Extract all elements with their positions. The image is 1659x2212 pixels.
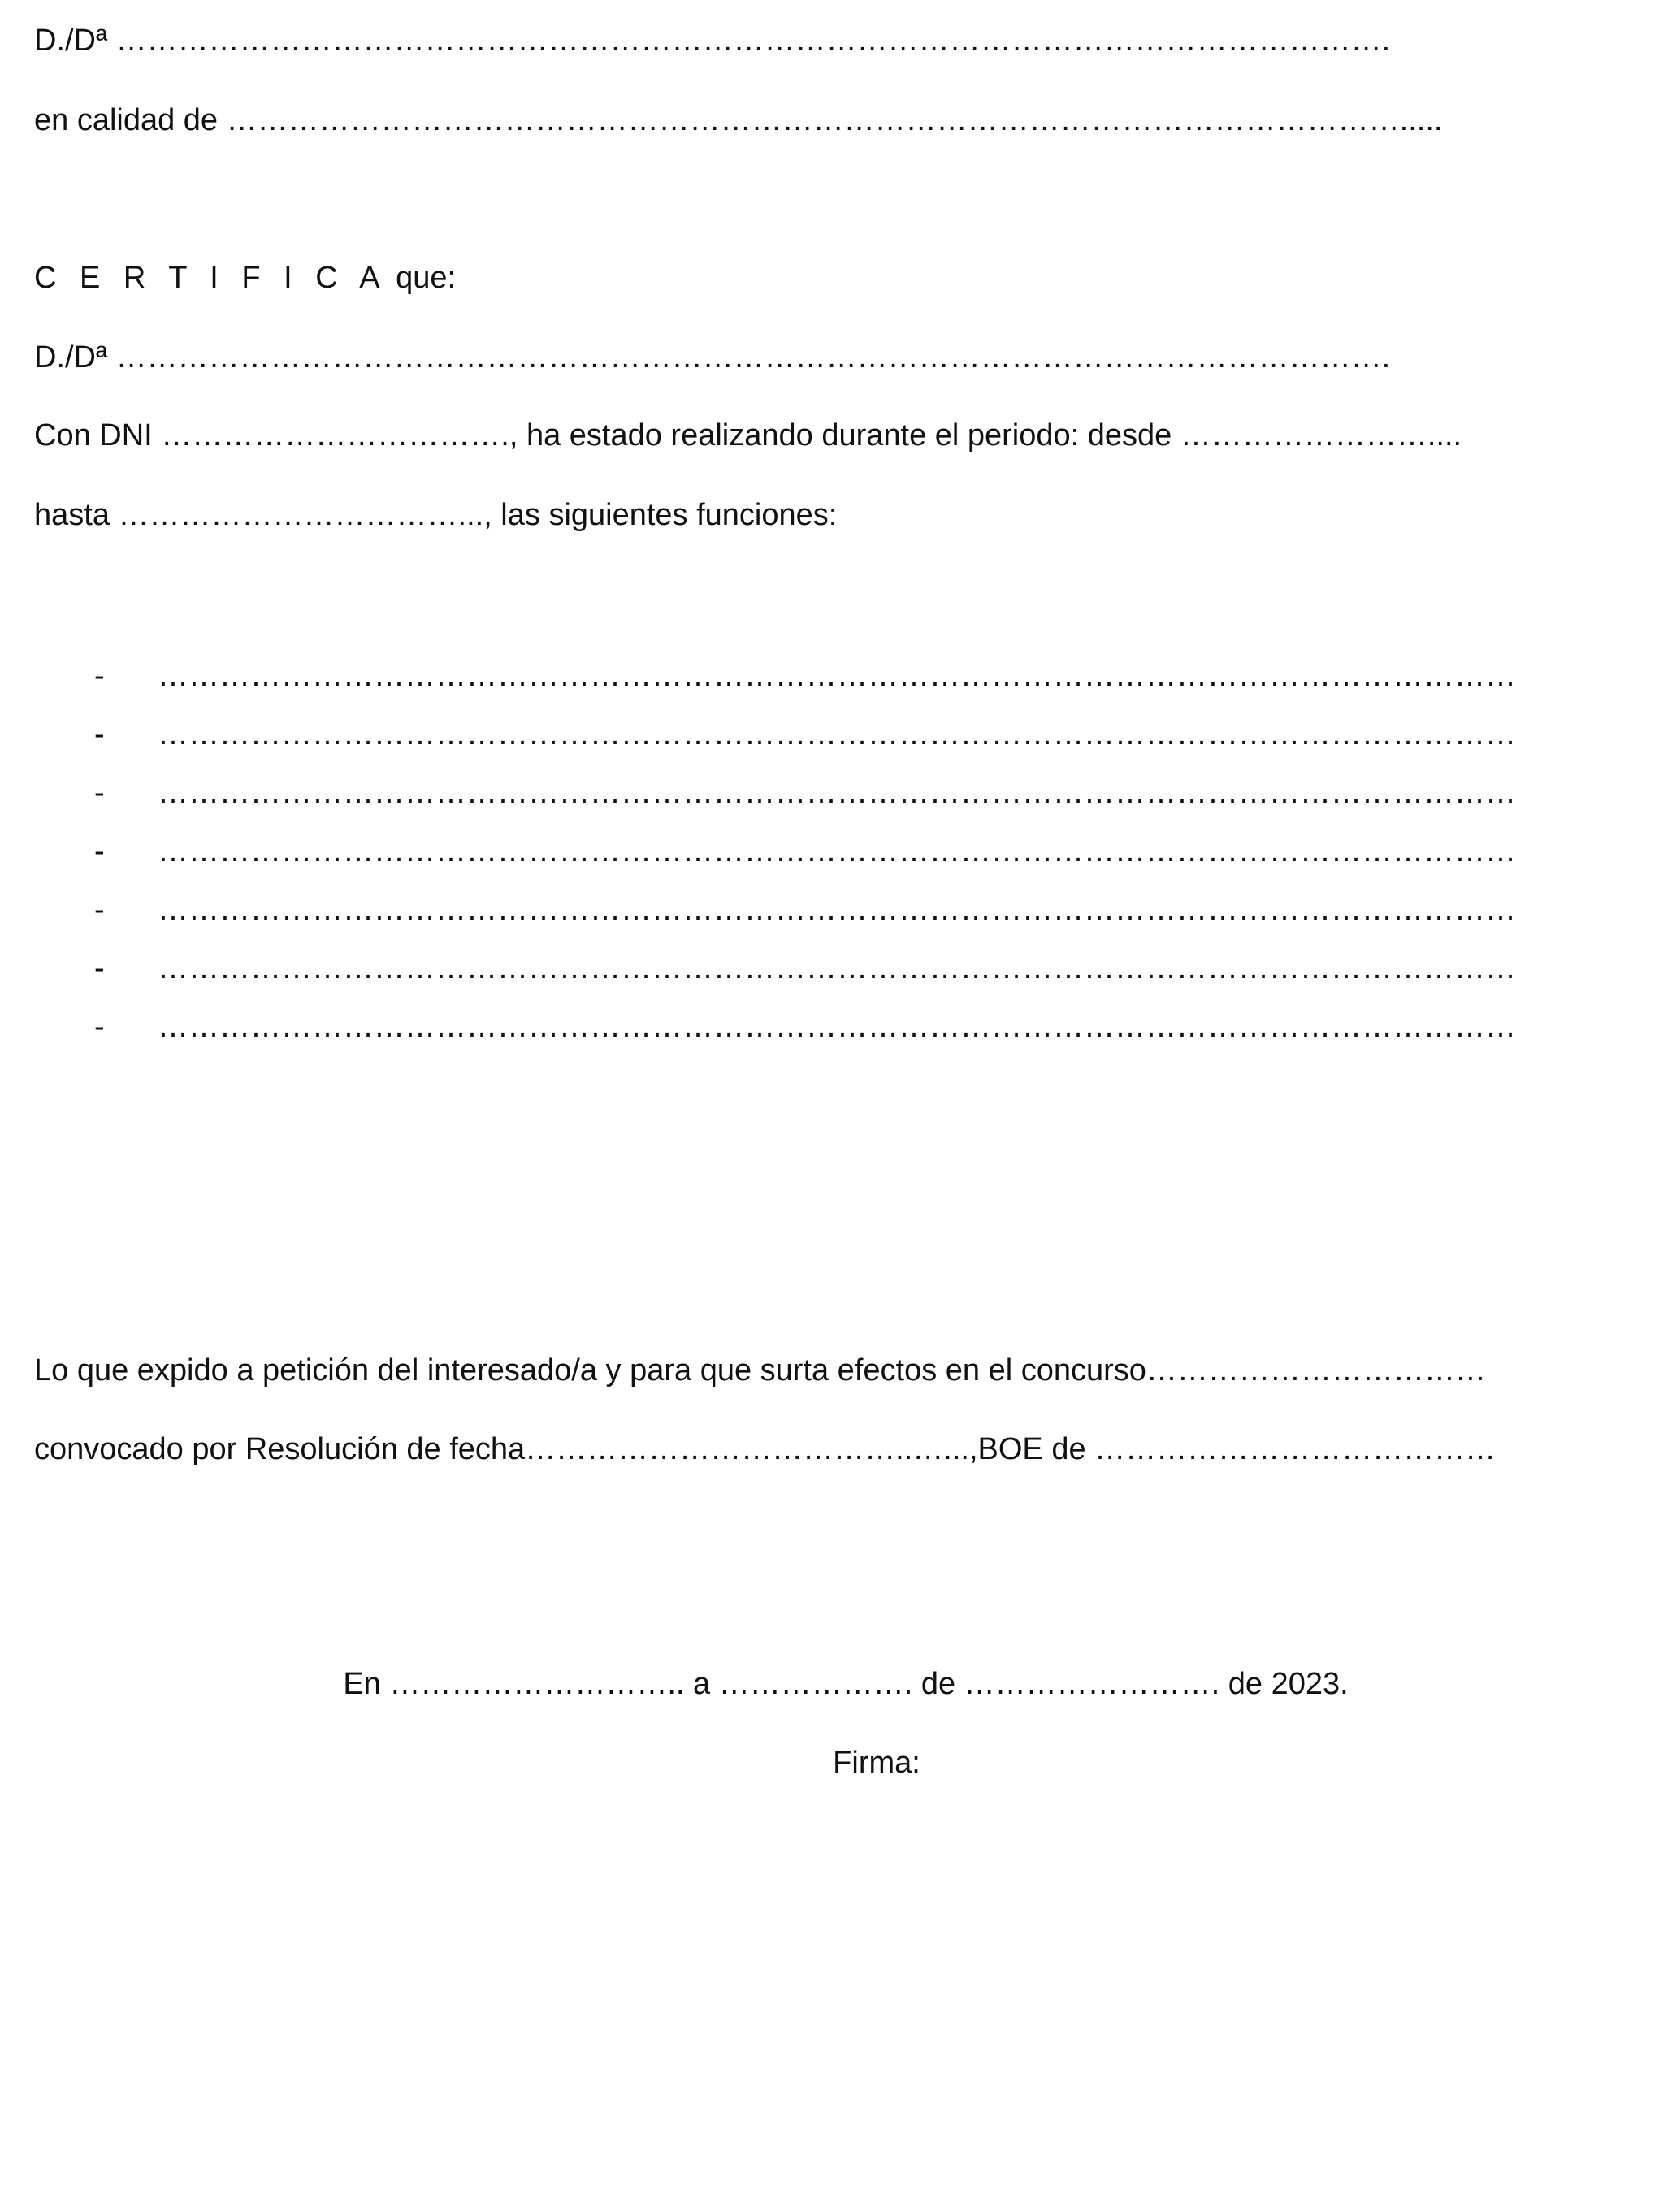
list-dash: -: [94, 951, 105, 985]
function-item-field[interactable]: ……………………………………………………………………………………………………………………: [158, 776, 1516, 810]
list-dash: -: [94, 776, 105, 810]
function-item[interactable]: [94, 656, 1659, 695]
list-dash: -: [94, 659, 105, 693]
issuer-name-line: [34, 21, 1390, 60]
certifica-suffix: que:: [396, 261, 457, 295]
hasta-line: hasta ……………………………..., las siguientes funciones:: [34, 498, 838, 532]
list-dash: -: [94, 717, 105, 751]
list-dash: -: [94, 893, 105, 927]
signature-label: Firma:: [833, 1746, 920, 1780]
list-dash: -: [94, 1010, 105, 1044]
issuer-capacity-field[interactable]: …………………………………………………………………………………………………….....: [226, 103, 1443, 137]
signature-area[interactable]: [569, 1803, 1219, 2047]
person-name-field[interactable]: …………………………………………………………………………………………………………….: [115, 340, 1391, 374]
person-name-line: [34, 338, 1390, 377]
function-item[interactable]: [94, 832, 1659, 871]
function-item[interactable]: [94, 949, 1659, 988]
certifica-heading: [34, 258, 456, 297]
certifica-word: C E R T I F I C A: [34, 261, 388, 295]
function-item[interactable]: [94, 715, 1659, 754]
issuer-capacity-line: [34, 101, 1442, 140]
function-item-field[interactable]: ……………………………………………………………………………………………………………………: [158, 951, 1516, 985]
list-dash: -: [94, 834, 105, 868]
issuer-name-field[interactable]: …………………………………………………………………………………………………………….: [115, 24, 1391, 58]
function-item-field[interactable]: ……………………………………………………………………………………………………………………: [158, 659, 1516, 693]
function-item[interactable]: [94, 1007, 1659, 1046]
function-item-field[interactable]: ……………………………………………………………………………………………………………………: [158, 717, 1516, 751]
closing-line-2: convocado por Resolución de fecha………………………………..…...,BOE de …………………………………: [34, 1432, 1497, 1466]
function-item-field[interactable]: ……………………………………………………………………………………………………………………: [158, 834, 1516, 868]
dni-period-line: Con DNI ……………………………., ha estado realizando durante el periodo: desde ……………………....: [34, 418, 1462, 452]
function-item[interactable]: [94, 773, 1659, 812]
issuer-capacity-label: en calidad de: [34, 103, 219, 137]
person-name-label: D./Dª: [34, 340, 108, 374]
function-item[interactable]: [94, 890, 1659, 929]
function-item-field[interactable]: ……………………………………………………………………………………………………………………: [158, 893, 1516, 927]
closing-line-1: Lo que expido a petición del interesado/a y para que surta efectos en el concurso……………………………: [34, 1353, 1486, 1387]
function-item-field[interactable]: ……………………………………………………………………………………………………………………: [158, 1010, 1516, 1044]
issuer-name-label: D./Dª: [34, 24, 108, 58]
place-date-line: En ……………………….. a ………………. de ……………………. de 2023.: [343, 1667, 1349, 1701]
